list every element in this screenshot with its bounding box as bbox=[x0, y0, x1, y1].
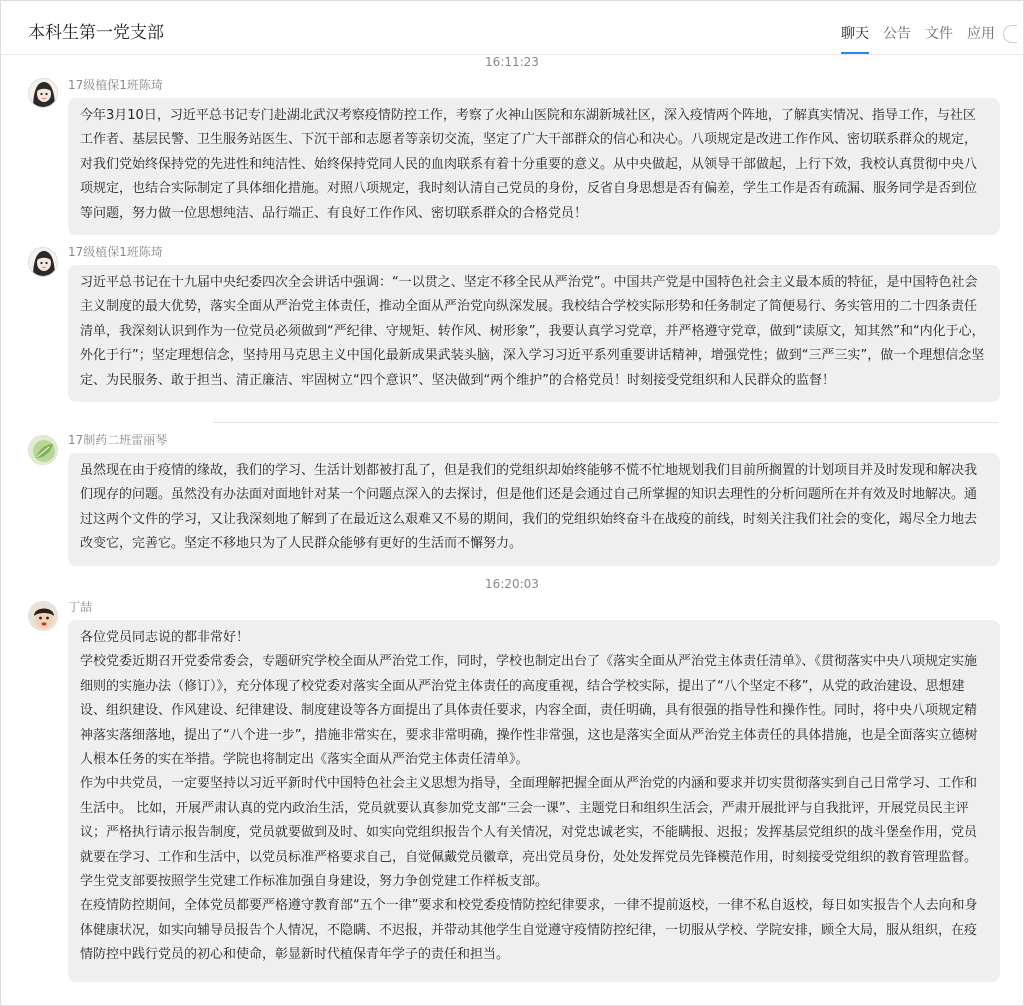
message-text: 今年3月10日，习近平总书记专门赴湖北武汉考察疫情防控工作，考察了火神山医院和东湖新城社区，深入疫情两个阵地，了解真实情况、指导工作，与社区工作者、基层民警、卫生服务站医生、下沉干部和志愿者等亲切交流，坚定了广大干部群众的信心和决心。八项规定是改进工作作风、密切联系群众的规定，对我们党始终保持党的先进性和纯洁性、始终保持党同人民的血肉联系有着十分重要的意义。从中央做起，从领导干部做起，上行下效，我校认真贯彻中央八项规定，也结合实际制定了具体细化措施。对照八项规定，我时刻认清自己党员的身份，反省自身思想是否有偏差，学生工作是否有疏漏、服务同学是否到位等问题，努力做一位思想纯洁、品行端正、有良好工作作风、密切联系群众的合格党员！ bbox=[80, 108, 978, 221]
tab-apps[interactable]: 应用 bbox=[967, 26, 995, 42]
avatar-leaf-icon[interactable] bbox=[28, 435, 58, 465]
message-text: 各位党员同志说的都非常好！ bbox=[80, 630, 250, 645]
message-text: 学校党委近期召开党委常委会，专题研究学校全面从严治党工作，同时，学校也制定出台了《落实全面从严治党主体责任清单》、《贯彻落实中央八项规定实施细则的实施办法（修订）》，充分体现了校党委对落实全面从严治党主体责任的高度重视，结合学校实际，提出了“八个坚定不移”，从党的政治建设、思想建设、组织建设、作风建设、纪律建设、制度建设等各方面提出了具体责任要求，内容全面，责任明确，具有很强的指导性和操作性。同时，将中央八项规定精神落实落细落地，提出了“八个进一步”，措施非常实在，要求非常明确，操作性非常强，这也是落实全面从严治党主体责任的具体措施，也是全面落实立德树人根本任务的实在举措。学院也将制定出《落实全面从严治党主体责任清单》。 bbox=[80, 654, 978, 768]
sender-name[interactable]: 丁喆 bbox=[68, 600, 93, 614]
tab-announcement[interactable]: 公告 bbox=[883, 26, 911, 42]
more-tabs-icon[interactable] bbox=[1003, 25, 1017, 43]
scrollbar[interactable] bbox=[1017, 55, 1023, 1005]
chat-header bbox=[1, 1, 1023, 55]
group-title: 本科生第一党支部 bbox=[28, 23, 164, 43]
message-text: 在疫情防控期间，全体党员都要严格遵守教育部“五个一律”要求和校党委疫情防控纪律要求，一律不提前返校，一律不私自返校，每日如实报告个人去向和身体健康状况，如实向辅导员报告个人情况，不隐瞒、不迟报，并带动其他学生自觉遵守疫情防控纪律，一切服从学校、学院安排，顾全大局，服从组织，在疫情防控中践行党员的初心和使命，彰显新时代植保青年学子的责任和担当。 bbox=[80, 898, 978, 963]
message-list[interactable] bbox=[1, 55, 1023, 1005]
timestamp: 16:20:03 bbox=[485, 577, 539, 591]
avatar-girl-icon[interactable] bbox=[28, 247, 58, 277]
sender-name[interactable]: 17制药二班雷丽琴 bbox=[68, 433, 168, 447]
sender-name[interactable]: 17级植保1班陈琦 bbox=[68, 245, 163, 259]
message-bubble[interactable] bbox=[68, 98, 1000, 235]
message-text: 虽然现在由于疫情的缘故，我们的学习、生活计划都被打乱了，但是我们的党组织却始终能够不慌不忙地规划我们目前所搁置的计划项目并及时发现和解决我们现存的问题。虽然没有办法面对面地针对某一个问题点深入的去探讨，但是他们还是会通过自己所掌握的知识去理性的分析问题所在并有效及时地解决。通过这两个文件的学习，又让我深刻地了解到了在最近这么艰难又不易的期间，我们的党组织始终奋斗在战疫的前线，时刻关注我们社会的变化，竭尽全力地去改变它，完善它。坚定不移地只为了人民群众能够有更好的生活而不懈努力。 bbox=[80, 463, 978, 552]
tab-files[interactable]: 文件 bbox=[925, 26, 953, 42]
avatar-girl-icon[interactable] bbox=[28, 78, 58, 108]
divider bbox=[213, 422, 998, 423]
avatar-boy-icon[interactable] bbox=[28, 601, 58, 631]
message-text: 作为中共党员，一定要坚持以习近平新时代中国特色社会主义思想为指导，全面理解把握全面从严治党的内涵和要求并切实贯彻落实到自己日常学习、工作和生活中。 比如，开展严肃认真的党内政治生活，党员就要认真参加党支部“三会一课”、主题党日和组织生活会，严肃开展批评与自我批评，开展党员民主评议；严格执行请示报告制度，党员就要做到及时、如实向党组织报告个人有关情况，对党忠诚老实，不能瞒报、迟报；发挥基层党组织的战斗堡垒作用，党员就要在学习、工作和生活中，以党员标准严格要求自己，自觉佩戴党员徽章，亮出党员身份，处处发挥党员先锋模范作用，时刻接受党组织的教育管理监督。学生党支部要按照学生党建工作标准加强自身建设，努力争创党建工作样板支部。 bbox=[80, 776, 978, 890]
tab-bar bbox=[827, 24, 995, 54]
message-text: 习近平总书记在十九届中央纪委四次全会讲话中强调：“一以贯之、坚定不移全民从严治党”。中国共产党是中国特色社会主义最本质的特征，是中国特色社会主义制度的最大优势，落实全面从严治党主体责任，推动全面从严治党向纵深发展。我校结合学校实际形势和任务制定了简便易行、务实管用的二十四条责任清单，我深刻认识到作为一位党员必须做到“严纪律、守规矩、转作风、树形象”，我要认真学习党章，并严格遵守党章，做到“读原文，知其然”和“内化于心，外化于行”；坚定理想信念，坚持用马克思主义中国化最新成果武装头脑，深入学习习近平系列重要讲话精神，增强党性；做到“三严三实”，做一个理想信念坚定、为民服务、敢于担当、清正廉洁、牢固树立“四个意识”、坚决做到“两个维护”的合格党员！时刻接受党组织和人民群众的监督！ bbox=[80, 275, 985, 388]
sender-name[interactable]: 17级植保1班陈琦 bbox=[68, 78, 163, 92]
timestamp: 16:11:23 bbox=[485, 55, 539, 69]
message-bubble[interactable] bbox=[68, 620, 1000, 982]
message-bubble[interactable] bbox=[68, 265, 1000, 402]
message-bubble[interactable] bbox=[68, 453, 1000, 566]
tab-chat[interactable]: 聊天 bbox=[841, 24, 869, 54]
